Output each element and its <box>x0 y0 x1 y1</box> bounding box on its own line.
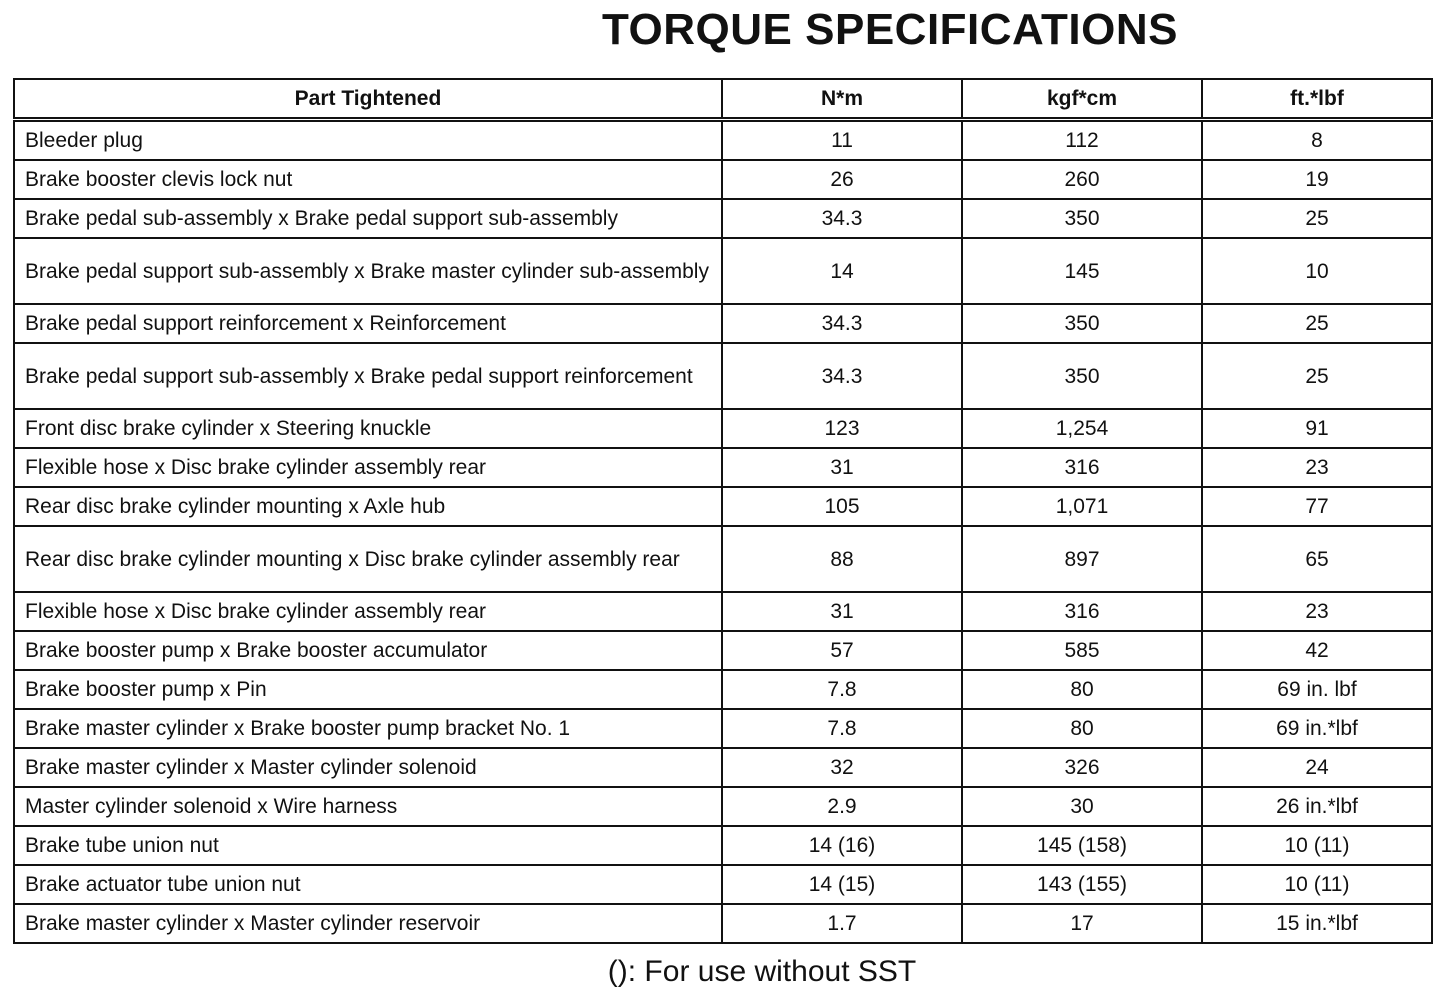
table-row <box>14 904 1432 943</box>
nm-cell: 31 <box>722 448 962 487</box>
footnote: (): For use without SST <box>607 955 917 988</box>
ftlbf-cell: 26 in.*lbf <box>1202 787 1432 826</box>
nm-cell: 2.9 <box>722 787 962 826</box>
part-cell: Brake pedal support reinforcement x Reinforcement <box>14 304 722 343</box>
table-row <box>14 448 1432 487</box>
table-row <box>14 304 1432 343</box>
part-cell: Rear disc brake cylinder mounting x Axle hub <box>14 487 722 526</box>
table-row <box>14 526 1432 592</box>
nm-cell: 11 <box>722 120 962 161</box>
column-header-ftlbf: ft.*lbf <box>1202 79 1432 120</box>
nm-cell: 105 <box>722 487 962 526</box>
kgfcm-cell: 143 (155) <box>962 865 1202 904</box>
part-cell: Brake master cylinder x Master cylinder solenoid <box>14 748 722 787</box>
ftlbf-cell: 25 <box>1202 304 1432 343</box>
part-cell: Brake actuator tube union nut <box>14 865 722 904</box>
part-cell: Brake tube union nut <box>14 826 722 865</box>
table-row <box>14 709 1432 748</box>
part-cell: Flexible hose x Disc brake cylinder assembly rear <box>14 448 722 487</box>
table-row <box>14 592 1432 631</box>
nm-cell: 26 <box>722 160 962 199</box>
column-header-nm: N*m <box>722 79 962 120</box>
ftlbf-cell: 69 in. lbf <box>1202 670 1432 709</box>
table-row <box>14 865 1432 904</box>
nm-cell: 88 <box>722 526 962 592</box>
kgfcm-cell: 326 <box>962 748 1202 787</box>
part-cell: Brake pedal support sub-assembly x Brake pedal support reinforcement <box>14 343 722 409</box>
part-cell: Brake booster clevis lock nut <box>14 160 722 199</box>
table-row <box>14 409 1432 448</box>
table-row <box>14 160 1432 199</box>
ftlbf-cell: 25 <box>1202 199 1432 238</box>
kgfcm-cell: 80 <box>962 709 1202 748</box>
ftlbf-cell: 65 <box>1202 526 1432 592</box>
table-header-row <box>14 79 1432 120</box>
kgfcm-cell: 350 <box>962 343 1202 409</box>
part-cell: Brake pedal sub-assembly x Brake pedal support sub-assembly <box>14 199 722 238</box>
kgfcm-cell: 585 <box>962 631 1202 670</box>
part-cell: Rear disc brake cylinder mounting x Disc brake cylinder assembly rear <box>14 526 722 592</box>
kgfcm-cell: 145 (158) <box>962 826 1202 865</box>
part-cell: Brake master cylinder x Brake booster pump bracket No. 1 <box>14 709 722 748</box>
part-cell: Bleeder plug <box>14 120 722 161</box>
kgfcm-cell: 80 <box>962 670 1202 709</box>
ftlbf-cell: 15 in.*lbf <box>1202 904 1432 943</box>
nm-cell: 1.7 <box>722 904 962 943</box>
ftlbf-cell: 25 <box>1202 343 1432 409</box>
part-cell: Flexible hose x Disc brake cylinder assembly rear <box>14 592 722 631</box>
ftlbf-cell: 10 <box>1202 238 1432 304</box>
table-row <box>14 670 1432 709</box>
part-cell: Brake pedal support sub-assembly x Brake master cylinder sub-assembly <box>14 238 722 304</box>
table-row <box>14 487 1432 526</box>
kgfcm-cell: 1,071 <box>962 487 1202 526</box>
page-title: TORQUE SPECIFICATIONS <box>601 5 1179 54</box>
kgfcm-cell: 30 <box>962 787 1202 826</box>
nm-cell: 14 (15) <box>722 865 962 904</box>
kgfcm-cell: 145 <box>962 238 1202 304</box>
column-header-part: Part Tightened <box>14 79 722 120</box>
table-row <box>14 120 1432 161</box>
kgfcm-cell: 897 <box>962 526 1202 592</box>
nm-cell: 7.8 <box>722 670 962 709</box>
table-body <box>14 120 1432 944</box>
kgfcm-cell: 350 <box>962 304 1202 343</box>
ftlbf-cell: 8 <box>1202 120 1432 161</box>
ftlbf-cell: 77 <box>1202 487 1432 526</box>
column-header-kgfcm: kgf*cm <box>962 79 1202 120</box>
table-row <box>14 748 1432 787</box>
torque-spec-table <box>13 78 1433 944</box>
nm-cell: 34.3 <box>722 343 962 409</box>
kgfcm-cell: 112 <box>962 120 1202 161</box>
kgfcm-cell: 316 <box>962 592 1202 631</box>
nm-cell: 7.8 <box>722 709 962 748</box>
table-row <box>14 787 1432 826</box>
table-row <box>14 826 1432 865</box>
kgfcm-cell: 260 <box>962 160 1202 199</box>
nm-cell: 14 <box>722 238 962 304</box>
part-cell: Brake booster pump x Brake booster accumulator <box>14 631 722 670</box>
table-row <box>14 343 1432 409</box>
ftlbf-cell: 91 <box>1202 409 1432 448</box>
ftlbf-cell: 10 (11) <box>1202 826 1432 865</box>
nm-cell: 31 <box>722 592 962 631</box>
ftlbf-cell: 42 <box>1202 631 1432 670</box>
kgfcm-cell: 17 <box>962 904 1202 943</box>
nm-cell: 32 <box>722 748 962 787</box>
nm-cell: 34.3 <box>722 304 962 343</box>
kgfcm-cell: 316 <box>962 448 1202 487</box>
ftlbf-cell: 69 in.*lbf <box>1202 709 1432 748</box>
nm-cell: 57 <box>722 631 962 670</box>
table-row <box>14 199 1432 238</box>
ftlbf-cell: 19 <box>1202 160 1432 199</box>
table-row <box>14 238 1432 304</box>
nm-cell: 123 <box>722 409 962 448</box>
kgfcm-cell: 350 <box>962 199 1202 238</box>
nm-cell: 34.3 <box>722 199 962 238</box>
ftlbf-cell: 10 (11) <box>1202 865 1432 904</box>
nm-cell: 14 (16) <box>722 826 962 865</box>
table-row <box>14 631 1432 670</box>
part-cell: Brake booster pump x Pin <box>14 670 722 709</box>
kgfcm-cell: 1,254 <box>962 409 1202 448</box>
ftlbf-cell: 24 <box>1202 748 1432 787</box>
part-cell: Brake master cylinder x Master cylinder reservoir <box>14 904 722 943</box>
ftlbf-cell: 23 <box>1202 448 1432 487</box>
part-cell: Front disc brake cylinder x Steering knuckle <box>14 409 722 448</box>
ftlbf-cell: 23 <box>1202 592 1432 631</box>
part-cell: Master cylinder solenoid x Wire harness <box>14 787 722 826</box>
